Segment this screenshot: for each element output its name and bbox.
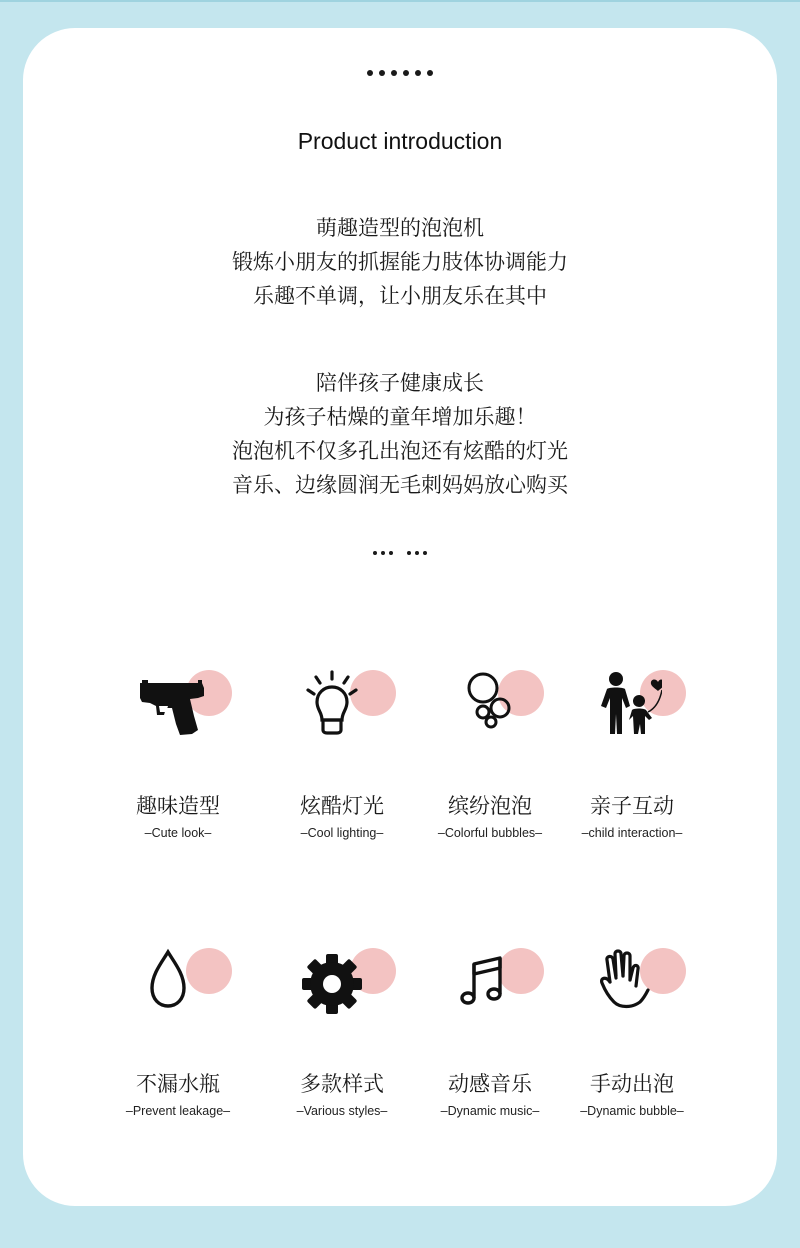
- lightbulb-icon: [292, 668, 372, 744]
- feature-dynamic-bubble: [552, 948, 712, 1148]
- intro-paragraph-2: [0, 366, 800, 502]
- bubbles-icon: [440, 668, 520, 744]
- feature-title-cn: 趣味造型: [136, 794, 220, 818]
- feature-title-cn: 缤纷泡泡: [448, 794, 532, 818]
- gear-icon: [292, 946, 372, 1022]
- intro-line: 锻炼小朋友的抓握能力肢体协调能力: [232, 250, 568, 274]
- feature-subtitle-en: –child interaction–: [581, 826, 683, 840]
- middle-dots-decoration: [0, 551, 800, 555]
- feature-subtitle-en: –Dynamic bubble–: [580, 1104, 684, 1118]
- feature-title-cn: 手动出泡: [590, 1072, 674, 1096]
- hand-icon: [582, 946, 662, 1022]
- feature-cool-lighting: [262, 670, 422, 870]
- intro-line: 泡泡机不仅多孔出泡还有炫酷的灯光: [232, 439, 568, 463]
- parent-child-icon: [582, 668, 662, 744]
- page-title: Product introduction: [297, 128, 503, 154]
- feature-title-cn: 亲子互动: [590, 794, 674, 818]
- feature-prevent-leakage: [98, 948, 258, 1148]
- top-border-line: [0, 0, 800, 2]
- intro-line: 乐趣不单调，让小朋友乐在其中: [253, 284, 547, 308]
- intro-line: 萌趣造型的泡泡机: [316, 216, 484, 240]
- feature-subtitle-en: –Cool lighting–: [300, 826, 384, 840]
- feature-dynamic-music: [410, 948, 570, 1148]
- water-drop-icon: [128, 946, 208, 1022]
- feature-subtitle-en: –Prevent leakage–: [125, 1104, 231, 1118]
- feature-various-styles: [262, 948, 422, 1148]
- feature-title-cn: 动感音乐: [448, 1072, 532, 1096]
- top-dots-decoration: [0, 70, 800, 76]
- feature-child-interaction: [552, 670, 712, 870]
- intro-line: 陪伴孩子健康成长: [316, 371, 484, 395]
- feature-subtitle-en: –Dynamic music–: [440, 1104, 540, 1118]
- feature-title-cn: 多款样式: [300, 1072, 384, 1096]
- intro-line: 为孩子枯燥的童年增加乐趣！: [263, 405, 537, 429]
- intro-paragraph-1: [0, 211, 800, 313]
- feature-subtitle-en: –Various styles–: [296, 1104, 388, 1118]
- feature-title-cn: 炫酷灯光: [300, 794, 384, 818]
- feature-subtitle-en: –Colorful bubbles–: [437, 826, 543, 840]
- feature-subtitle-en: –Cute look–: [144, 826, 212, 840]
- feature-colorful-bubbles: [410, 670, 570, 870]
- gun-icon: [128, 668, 208, 744]
- intro-line: 音乐、边缘圆润无毛刺妈妈放心购买: [232, 473, 568, 497]
- music-note-icon: [440, 946, 520, 1022]
- feature-cute-look: [98, 670, 258, 870]
- feature-title-cn: 不漏水瓶: [136, 1072, 220, 1096]
